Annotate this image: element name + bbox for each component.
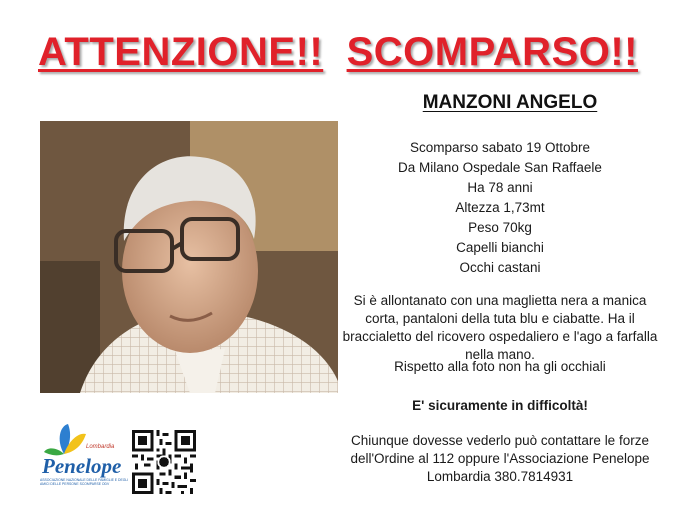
person-name: MANZONI ANGELO bbox=[422, 92, 598, 113]
headline-attention: ATTENZIONE!! bbox=[38, 30, 324, 74]
detail-height: Altezza 1,73mt bbox=[455, 200, 545, 215]
detail-weight: Peso 70kg bbox=[468, 220, 532, 235]
logo-tagline: Lombardia bbox=[86, 444, 115, 450]
missing-person-photo bbox=[40, 121, 338, 393]
contact-info: Chiunque dovesse vederlo può contattare le forze dell'Ordine al 112 oppure l'Associazione Penelope Lombardia 380.7814931 bbox=[350, 433, 650, 484]
detail-age: Ha 78 anni bbox=[467, 180, 533, 195]
detail-date: Scomparso sabato 19 Ottobre bbox=[409, 140, 591, 155]
glasses-note: Rispetto alla foto non ha gli occhiali bbox=[394, 359, 606, 374]
detail-eyes: Occhi castani bbox=[459, 260, 541, 275]
photo-illustration bbox=[40, 121, 338, 393]
headline bbox=[38, 30, 638, 75]
logo-name: Penelope bbox=[42, 454, 122, 478]
clothing-description: Si è allontanato con una maglietta nera a manica corta, pantaloni della tuta blu e ciabatte. Ha il braccialetto del ricovero ospedaliero e l'ago a farfalla nella mano. bbox=[342, 293, 658, 362]
detail-hair: Capelli bianchi bbox=[456, 240, 544, 255]
warning-text: E' sicuramente in difficoltà! bbox=[412, 398, 588, 413]
qr-code bbox=[132, 430, 196, 494]
headline-missing: SCOMPARSO!! bbox=[346, 30, 638, 74]
detail-place: Da Milano Ospedale San Raffaele bbox=[398, 160, 602, 175]
logo-subtitle: ASSOCIAZIONE NAZIONALE DELLE FAMIGLIE E DEGLI AMICI DELLE PERSONE SCOMPARSE ODV bbox=[40, 478, 129, 486]
penelope-butterfly-logo bbox=[38, 420, 128, 490]
details-list bbox=[350, 138, 650, 278]
